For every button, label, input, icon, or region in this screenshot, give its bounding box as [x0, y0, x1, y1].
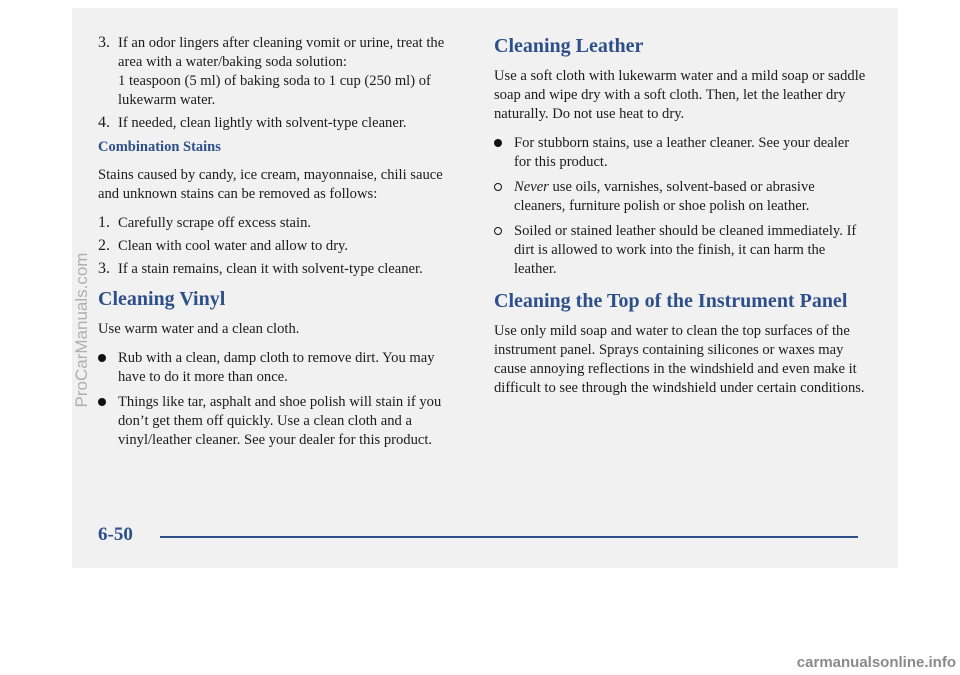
bullet-icon — [98, 354, 106, 362]
step-text: If a stain remains, clean it with solvent-type cleaner. — [118, 261, 423, 277]
cleaning-leather-heading: Cleaning Leather — [494, 35, 644, 57]
step-number: 2. — [98, 237, 110, 254]
bullet-text: Soiled or stained leather should be cleaned immediately. If dirt is allowed to work into the finish, it can harm the leather. — [514, 223, 857, 277]
list-item — [98, 349, 460, 387]
bullet-text: For stubborn stains, use a leather cleaner. See your dealer for this product. — [514, 135, 850, 170]
cleaning-vinyl-intro: Use warm water and a clean cloth. — [98, 321, 300, 337]
step-text: Carefully scrape off excess stain. — [118, 215, 312, 231]
instrument-panel-heading: Cleaning the Top of the Instrument Panel — [494, 290, 848, 312]
combination-stains-heading: Combination Stains — [98, 139, 221, 155]
cleaning-leather-intro: Use a soft cloth with lukewarm water and a mild soap or saddle soap and wipe dry with a soft cloth. Then, let the leather dry naturally. Do not use heat to dry. — [494, 68, 866, 122]
list-item — [98, 237, 460, 256]
step-text: Clean with cool water and allow to dry. — [118, 238, 349, 254]
watermark: ProCarManuals.com — [72, 252, 91, 408]
list-item — [98, 34, 460, 110]
bullet-text-rest: use oils, varnishes, solvent-based or abrasive cleaners, furniture polish or shoe polish on leather. — [514, 179, 815, 214]
step-number: 1. — [98, 214, 110, 231]
list-item — [494, 134, 869, 172]
bullet-icon — [494, 139, 502, 147]
footer-rule — [160, 536, 858, 538]
list-item — [494, 222, 869, 279]
site-logo: carmanualsonline.info — [796, 654, 956, 671]
bullet-text: Rub with a clean, damp cloth to remove dirt. You may have to do it more than once. — [118, 350, 435, 385]
bullet-icon — [494, 183, 502, 191]
step-number: 3. — [98, 34, 110, 51]
step-number: 3. — [98, 260, 110, 277]
list-item — [98, 393, 460, 450]
step-text: If an odor lingers after cleaning vomit or urine, treat the area with a water/baking soda solution: — [118, 35, 445, 70]
step-number: 4. — [98, 114, 110, 131]
bullet-icon — [494, 227, 502, 235]
cleaning-vinyl-heading: Cleaning Vinyl — [98, 288, 226, 310]
bullet-text: Things like tar, asphalt and shoe polish will stain if you don’t get them off quickly. Use a clean cloth and a vinyl/leather cleaner. See your dealer for this product. — [118, 394, 442, 448]
bullet-icon — [98, 398, 106, 406]
list-item — [98, 214, 460, 233]
right-column — [494, 34, 869, 408]
list-item — [98, 260, 460, 279]
list-item — [98, 114, 460, 133]
instrument-panel-text: Use only mild soap and water to clean the top surfaces of the instrument panel. Sprays containing silicones or waxes may cause annoying reflections in the windshield and even make it difficult to see through the windshield under certain conditions. — [494, 323, 865, 396]
list-item — [494, 178, 869, 216]
page-number: 6-50 — [98, 524, 133, 545]
bullet-text — [514, 178, 869, 216]
combination-stains-intro: Stains caused by candy, ice cream, mayonnaise, chili sauce and unknown stains can be removed as follows: — [98, 167, 443, 202]
never-emphasis: Never — [514, 179, 549, 195]
step-text: If needed, clean lightly with solvent-type cleaner. — [118, 115, 407, 131]
step-formula: 1 teaspoon (5 ml) of baking soda to 1 cup (250 ml) of lukewarm water. — [118, 73, 431, 108]
page-footer — [98, 524, 858, 548]
left-column — [98, 34, 460, 456]
